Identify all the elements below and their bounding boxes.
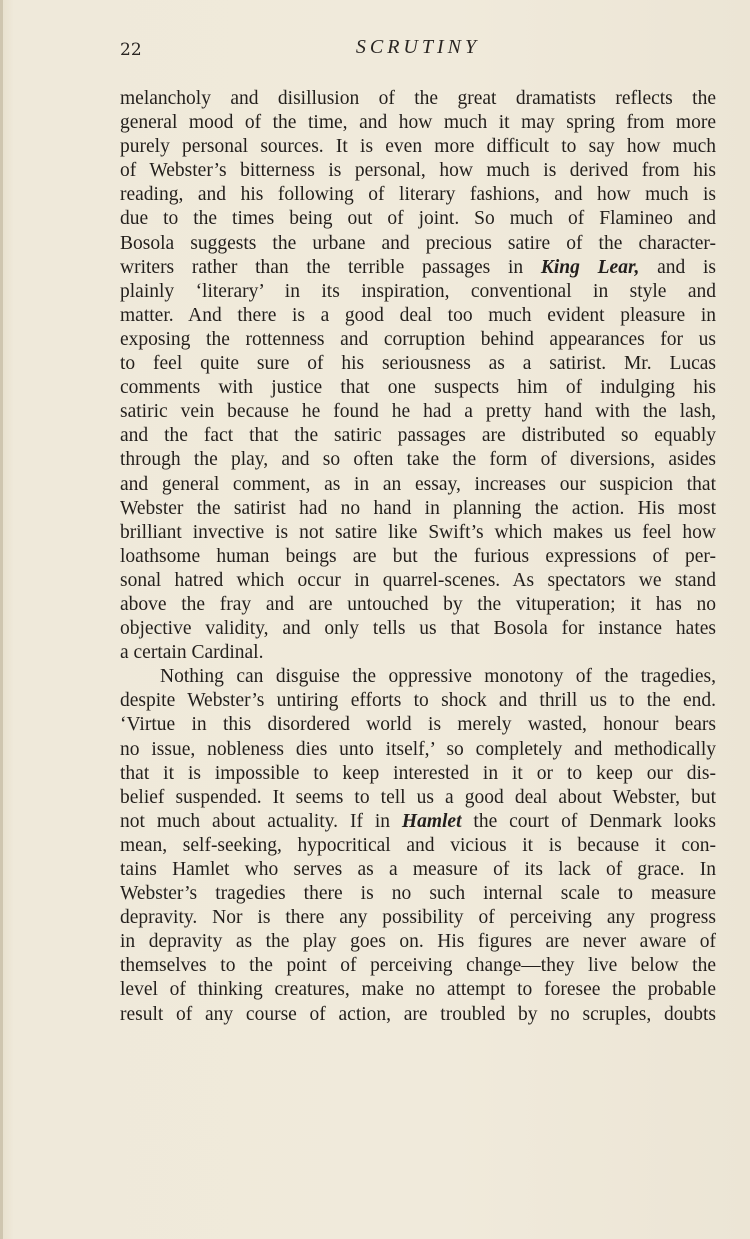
text-line: depravity. Nor is there any possibility of perceiving any progress <box>120 907 716 929</box>
text-line: themselves to the point of perceiving change—they live below the <box>120 955 716 977</box>
italic-title: Hamlet <box>401 810 462 832</box>
text-segment: not much about actuality. If in <box>120 810 402 832</box>
text-line: result of any course of action, are troubled by no scruples, doubts <box>120 1003 716 1025</box>
text-line: matter. And there is a good deal too much evident pleasure in <box>120 304 716 326</box>
text-line: objective validity, and only tells us that Bosola for instance hates <box>120 618 716 640</box>
text-line: reading, and his following of literary fashions, and how much is <box>120 184 716 206</box>
text-line: loathsome human beings are but the furious expressions of per- <box>120 545 716 567</box>
text-line: comments with justice that one suspects him of indulging his <box>120 377 716 399</box>
page-edge-shadow <box>0 0 3 1239</box>
running-title: SCRUTINY <box>355 36 481 58</box>
text-segment: and is <box>639 256 716 278</box>
text-line: Webster the satirist had no hand in planning the action. His most <box>120 497 716 519</box>
text-line: satiric vein because he found he had a pretty hand with the lash, <box>120 401 716 423</box>
text-line: purely personal sources. It is even more difficult to say how much <box>120 136 716 158</box>
text-line: level of thinking creatures, make no attempt to foresee the probable <box>120 979 716 1001</box>
text-line: ‘Virtue in this disordered world is merely wasted, honour bears <box>120 714 716 736</box>
text-line: above the fray and are untouched by the vituperation; it has no <box>120 593 716 615</box>
text-line: exposing the rottenness and corruption behind appearances for us <box>120 328 716 350</box>
text-line: despite Webster’s untiring efforts to shock and thrill us to the end. <box>120 690 716 712</box>
italic-title: King Lear, <box>540 256 640 278</box>
text-segment: the court of Denmark looks <box>461 810 716 832</box>
text-line: plainly ‘literary’ in its inspiration, conventional in style and <box>120 280 716 302</box>
text-line: mean, self-seeking, hypocritical and vicious it is because it con- <box>120 834 716 856</box>
text-line: a certain Cardinal. <box>120 642 264 664</box>
text-line: belief suspended. It seems to tell us a good deal about Webster, but <box>120 786 716 808</box>
text-line: general mood of the time, and how much it may spring from more <box>120 112 716 134</box>
page-number: 22 <box>120 40 142 60</box>
text-line: through the play, and so often take the form of diversions, asides <box>120 449 716 471</box>
text-segment: writers rather than the terrible passages in <box>120 256 541 278</box>
text-line: sonal hatred which occur in quarrel-scenes. As spectators we stand <box>120 569 716 591</box>
text-line: no issue, nobleness dies unto itself,’ so completely and methodically <box>120 738 716 760</box>
text-line: melancholy and disillusion of the great dramatists reflects the <box>120 88 716 109</box>
text-line: Nothing can disguise the oppressive monotony of the tragedies, <box>160 666 716 688</box>
text-line: to feel quite sure of his seriousness as a satirist. Mr. Lucas <box>120 353 716 375</box>
text-line: and the fact that the satiric passages are distributed so equably <box>120 425 716 447</box>
text-line: and general comment, as in an essay, increases our suspicion that <box>120 473 716 495</box>
body-text <box>120 87 716 1027</box>
text-line: brilliant invective is not satire like Swift’s which makes us feel how <box>120 521 716 543</box>
text-line <box>120 810 716 834</box>
text-line: in depravity as the play goes on. His figures are never aware of <box>120 931 716 953</box>
text-line: of Webster’s bitterness is personal, how much is derived from his <box>120 160 716 182</box>
text-line: tains Hamlet who serves as a measure of its lack of grace. In <box>120 859 716 880</box>
text-line: due to the times being out of joint. So much of Flamineo and <box>120 208 716 230</box>
text-line: Bosola suggests the urbane and precious satire of the character- <box>120 232 716 254</box>
page-header <box>120 34 716 66</box>
text-line: Webster’s tragedies there is no such internal scale to measure <box>120 883 716 905</box>
text-line <box>120 256 716 280</box>
text-line: that it is impossible to keep interested in it or to keep our dis- <box>120 762 716 784</box>
